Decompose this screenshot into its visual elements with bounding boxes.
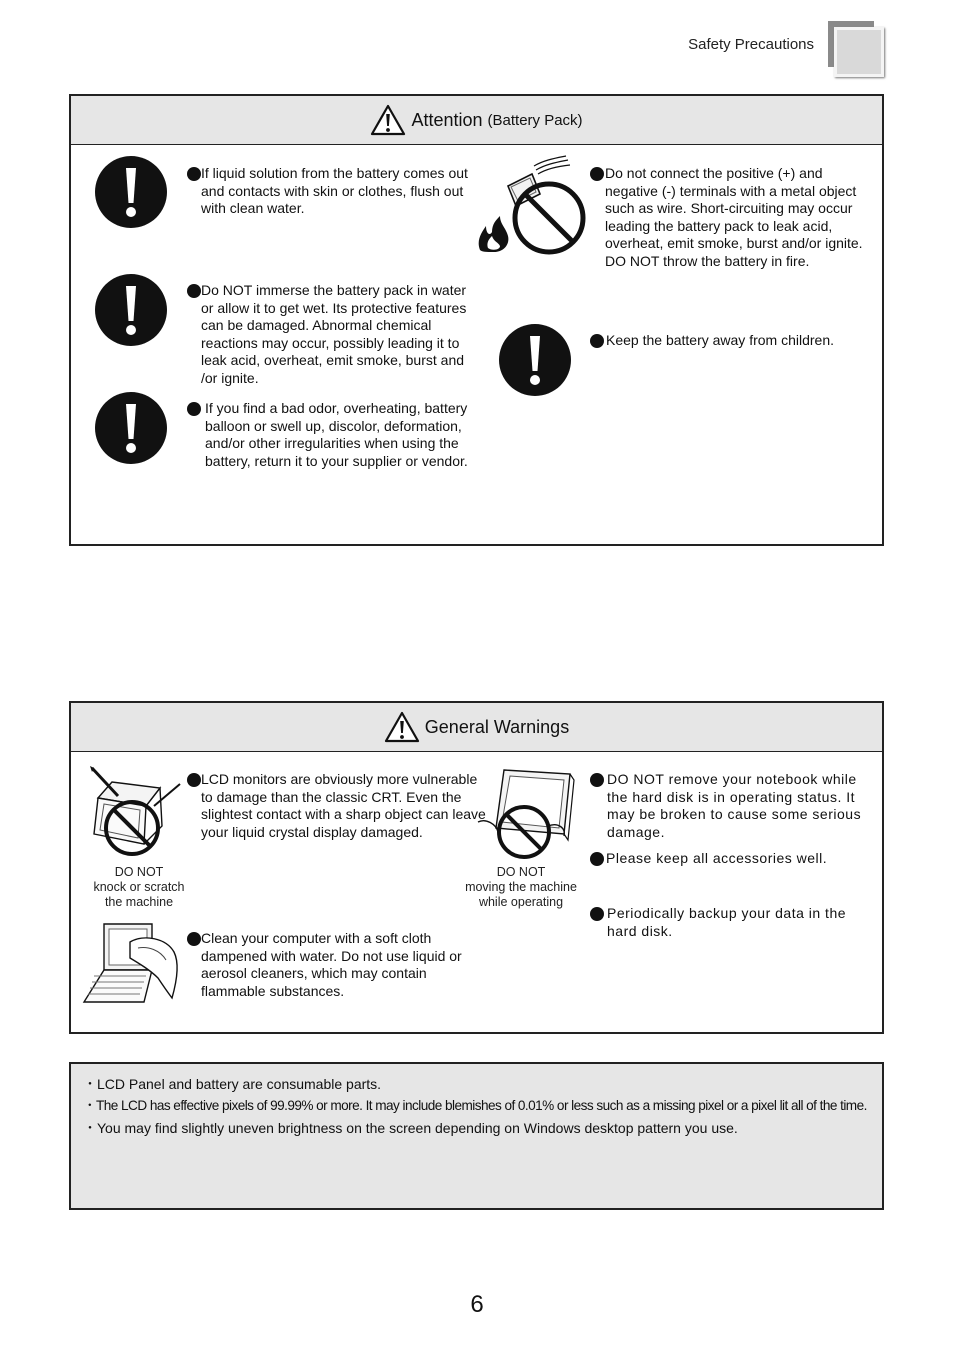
general-item-hard-disk: DO NOT remove your notebook while the hard disk is in operating status. It may be broken to cause some serious damage. <box>590 771 878 841</box>
attention-item-children: Keep the battery away from children. <box>590 332 875 350</box>
cleaning-cloth-illustration <box>82 918 182 1008</box>
bullet-icon <box>590 167 604 181</box>
bullet-icon <box>590 334 604 348</box>
mandatory-exclamation-icon <box>95 274 167 346</box>
warning-triangle-icon <box>384 711 420 743</box>
general-item-backup: Periodically backup your data in the hard disk. <box>590 905 878 940</box>
fire-icon <box>479 216 509 252</box>
page-number: 6 <box>470 1291 484 1318</box>
notes-box <box>69 1062 884 1210</box>
general-warnings-header <box>71 703 882 752</box>
bullet-icon <box>590 773 604 787</box>
attention-item-liquid: If liquid solution from the battery comes out and contacts with skin or clothes, flush out with clean water. <box>187 165 472 218</box>
battery-fire-prohibited-illustration <box>474 152 586 258</box>
warning-triangle-icon <box>370 104 406 136</box>
general-item-accessories: Please keep all accessories well. <box>590 850 878 868</box>
bullet-icon <box>187 284 201 298</box>
bullet-icon <box>590 907 604 921</box>
note-consumable: ・LCD Panel and battery are consumable parts. <box>83 1076 382 1092</box>
attention-item-water: Do NOT immerse the battery pack in water or allow it to get wet. Its protective features can be damaged. Abnormal chemical reactions may occur, possibly leading it to leak acid, overheat, emit smoke, burst and /or ignite. <box>187 282 482 387</box>
note-brightness: ・You may find slightly uneven brightness on the screen depending on Windows desktop pattern you use. <box>83 1120 738 1136</box>
attention-header <box>71 96 882 145</box>
general-item-cleaning: Clean your computer with a soft cloth dampened with water. Do not use liquid or aerosol cleaners, which may contain flammable substances. <box>187 930 472 1000</box>
caption-knock-scratch: DO NOT knock or scratch the machine <box>93 865 185 909</box>
mandatory-exclamation-icon <box>95 156 167 228</box>
attention-title: Attention <box>411 109 483 130</box>
bullet-icon <box>187 402 201 416</box>
battery-icon <box>508 156 570 206</box>
mandatory-exclamation-icon <box>499 324 571 396</box>
attention-item-terminals: Do not connect the positive (+) and negative (-) terminals with a metal object such as wire. Short-circuiting may occur leading the battery pack to leak acid, overheat, emit smoke, burst and/or ignite. DO NOT throw the battery in fire. <box>590 165 875 270</box>
knock-scratch-prohibited-illustration <box>84 762 184 862</box>
notebook-icon <box>496 770 574 840</box>
attention-item-irregularities: If you find a bad odor, overheating, battery balloon or swell up, discolor, deformation, and/or other irregularities when using the battery, return it to your supplier or vendor. <box>187 400 487 470</box>
attention-subtitle: (Battery Pack) <box>487 111 583 129</box>
bullet-icon <box>187 773 201 787</box>
bullet-icon <box>187 167 201 181</box>
bullet-icon <box>590 852 604 866</box>
bullet-icon <box>187 932 201 946</box>
general-warnings-title: General Warnings <box>424 716 570 737</box>
section-title: Safety Precautions <box>688 36 814 53</box>
prohibition-icon <box>515 184 583 252</box>
general-item-lcd: LCD monitors are obviously more vulnerable to damage than the classic CRT. Even the slightest contact with a sharp object can leave your liquid crystal display damaged. <box>187 771 492 841</box>
note-pixels: ・The LCD has effective pixels of 99.99% or more. It may include blemishes of 0.01% or less such as a missing pixel or a pixel lit all of the time. <box>83 1098 867 1113</box>
caption-moving: DO NOT moving the machine while operating <box>465 865 577 909</box>
mandatory-exclamation-icon <box>95 392 167 464</box>
section-tab-marker <box>828 21 884 77</box>
